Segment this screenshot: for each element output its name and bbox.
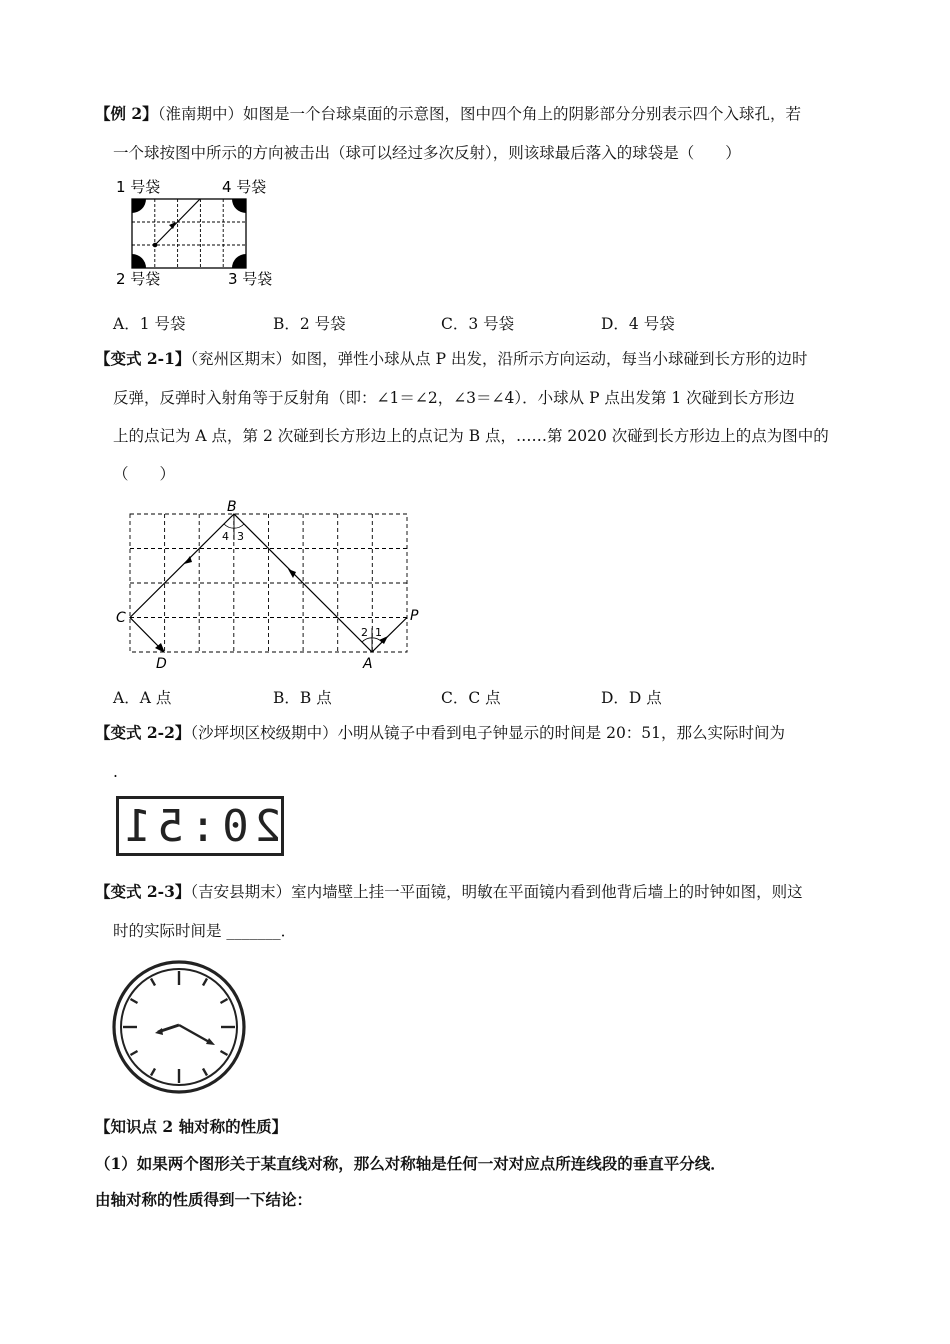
example-2-option-d[interactable]: D．4 号袋 — [601, 315, 675, 333]
pocket-3-shade — [232, 254, 246, 268]
clock-minute-hand — [179, 1025, 211, 1043]
pocket-2-shade — [132, 254, 146, 268]
table-grid — [132, 199, 246, 268]
clock-inner-rim — [121, 969, 237, 1085]
variant-2-3-line-2: 时的实际时间是 _______． — [113, 922, 297, 940]
billiard-table-figure — [112, 172, 282, 292]
variant-2-2-tag: 【变式 2-2】 — [95, 723, 191, 742]
minute-hand-tip — [206, 1038, 215, 1045]
clock-hour-marks — [123, 971, 235, 1083]
ball — [153, 243, 158, 248]
pocket-label-4: 4 号袋 — [222, 178, 267, 196]
variant-2-3-line-1 — [95, 882, 803, 902]
direction-arrow — [169, 222, 176, 229]
pocket-label-2: 2 号袋 — [116, 270, 161, 288]
variant-2-1-option-a[interactable]: A．A 点 — [113, 689, 172, 707]
point-label-d: D — [156, 656, 167, 670]
variant-2-1-option-b[interactable]: B．B 点 — [273, 689, 332, 707]
example-2-option-c[interactable]: C．3 号袋 — [441, 315, 515, 333]
variant-2-1-option-c[interactable]: C．C 点 — [441, 689, 501, 707]
pocket-4-shade — [232, 199, 246, 213]
example-2-tag: 【例 2】 — [95, 104, 158, 123]
variant-2-1-line-1 — [95, 349, 807, 369]
digital-clock-display: 20:51 — [118, 800, 282, 852]
hour-hand-tip — [155, 1028, 163, 1035]
example-2-text-1: （淮南期中）如图是一个台球桌面的示意图，图中四个角上的阴影部分分别表示四个入球孔，若 — [157, 105, 801, 123]
point-label-p: P — [410, 608, 419, 624]
variant-2-2-line-1 — [95, 723, 785, 743]
variant-2-1-line-2: 反弹，反弹时入射角等于反射角（即：∠1＝∠2，∠3＝∠4）．小球从 P 点出发第 1 次碰到长方形边 — [113, 389, 795, 407]
variant-2-3-tag: 【变式 2-3】 — [95, 882, 191, 901]
variant-2-1-line-4: （ ） — [113, 465, 176, 483]
analog-clock — [110, 952, 260, 1102]
point-label-a: A — [363, 656, 373, 670]
knowledge-point-2-line-2: 由轴对称的性质得到一下结论： — [95, 1190, 313, 1209]
point-label-b: B — [227, 499, 237, 515]
knowledge-point-2-line-1: （1）如果两个图形关于某直线对称，那么对称轴是任何一对对应点所连线段的垂直平分线． — [95, 1154, 726, 1173]
angle-label-4: 4 — [222, 530, 229, 543]
example-2-line-1 — [95, 104, 801, 124]
bounce-ball-figure — [110, 496, 430, 670]
point-label-c: C — [116, 610, 126, 626]
variant-2-1-text-1: （兖州区期末）如图，弹性小球从点 P 出发，沿所示方向运动，每当小球碰到长方形的边时 — [190, 350, 808, 368]
knowledge-point-2-title: 【知识点 2 轴对称的性质】 — [95, 1117, 288, 1136]
variant-2-2-line-2: . — [113, 763, 118, 781]
variant-2-1-line-3: 上的点记为 A 点，第 2 次碰到长方形边上的点记为 B 点，……第 2020 次碰到长方形边上的点为图中的 — [113, 427, 829, 445]
pocket-label-3: 3 号袋 — [228, 270, 273, 288]
variant-2-3-text-1: （吉安县期末）室内墙壁上挂一平面镜，明敏在平面镜内看到他背后墙上的时钟如图，则这 — [190, 883, 803, 901]
angle-label-3: 3 — [237, 530, 244, 543]
example-2-option-a[interactable]: A．1 号袋 — [113, 315, 186, 333]
example-2-line-2: 一个球按图中所示的方向被击出（球可以经过多次反射），则该球最后落入的球袋是（ ） — [113, 144, 741, 162]
pocket-label-1: 1 号袋 — [116, 178, 161, 196]
digital-clock — [116, 796, 284, 856]
angle-label-2: 2 — [361, 626, 368, 639]
variant-2-2-text-1: （沙坪坝区校级期中）小明从镜子中看到电子钟显示的时间是 20：51，那么实际时间为 — [190, 724, 786, 742]
table-outline — [132, 199, 246, 268]
arrow-a-to-b — [288, 569, 296, 578]
example-2-option-b[interactable]: B．2 号袋 — [273, 315, 346, 333]
angle-label-1: 1 — [375, 626, 382, 639]
variant-2-1-option-d[interactable]: D．D 点 — [601, 689, 662, 707]
variant-2-1-tag: 【变式 2-1】 — [95, 349, 191, 368]
pocket-1-shade — [132, 199, 146, 213]
